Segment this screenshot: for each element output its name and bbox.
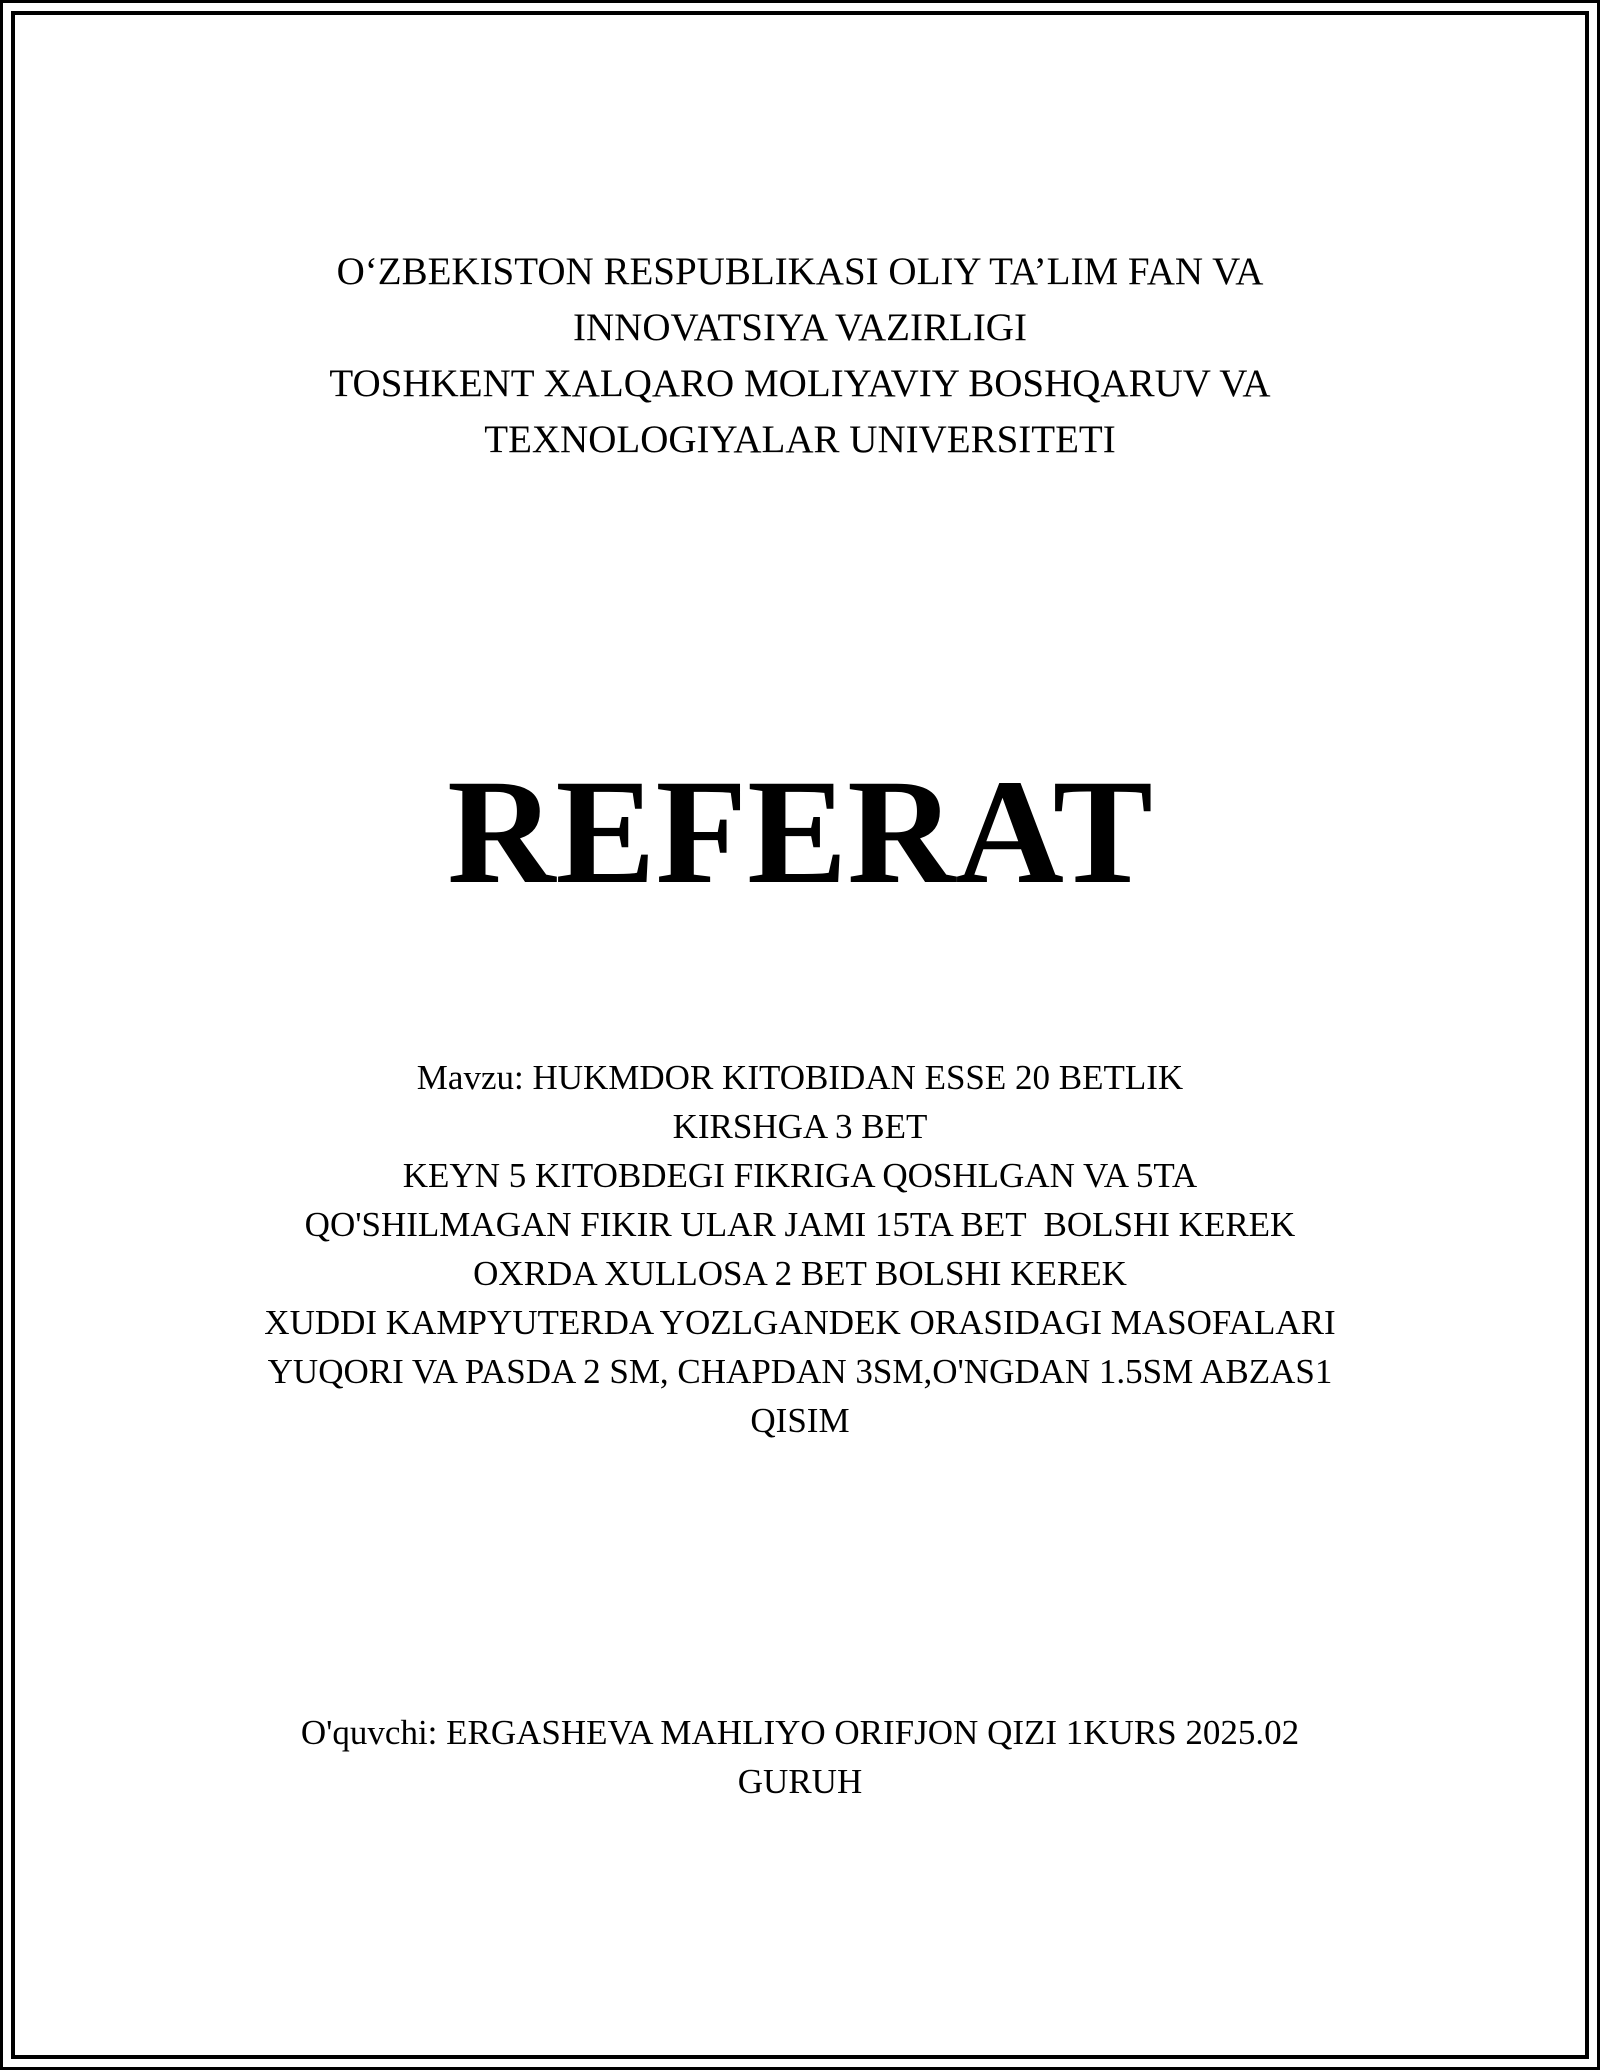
topic-line: OXRDA XULLOSA 2 BET BOLSHI KEREK <box>473 1254 1127 1293</box>
header-line: INNOVATSIYA VAZIRLIGI <box>573 306 1027 349</box>
topic-line: YUQORI VA PASDA 2 SM, CHAPDAN 3SM,O'NGDAN 1.5SM ABZAS1 <box>267 1352 1333 1391</box>
ministry-university-header <box>0 244 1600 468</box>
topic-line: Mavzu: HUKMDOR KITOBIDAN ESSE 20 BETLIK <box>416 1058 1184 1097</box>
student-info <box>0 1708 1600 1806</box>
topic-line: XUDDI KAMPYUTERDA YOZLGANDEK ORASIDAGI MASOFALARI <box>264 1303 1336 1342</box>
topic-line: KEYN 5 KITOBDEGI FIKRIGA QOSHLGAN VA 5TA <box>402 1156 1198 1195</box>
topic-line: QISIM <box>750 1401 850 1440</box>
header-line: TOSHKENT XALQARO MOLIYAVIY BOSHQARUV VA <box>329 362 1271 405</box>
student-line: O'quvchi: ERGASHEVA MAHLIYO ORIFJON QIZI 1KURS 2025.02 <box>300 1713 1300 1752</box>
topic-section <box>0 1053 1600 1445</box>
student-line: GURUH <box>737 1762 863 1801</box>
document-title: REFERAT <box>447 749 1153 915</box>
topic-line: KIRSHGA 3 BET <box>672 1107 928 1146</box>
header-line: O‘ZBEKISTON RESPUBLIKASI OLIY TA’LIM FAN VA <box>336 250 1264 293</box>
topic-line: QO'SHILMAGAN FIKIR ULAR JAMI 15TA BET BOLSHI KEREK <box>304 1205 1296 1244</box>
header-line: TEXNOLOGIYALAR UNIVERSITETI <box>484 418 1116 461</box>
